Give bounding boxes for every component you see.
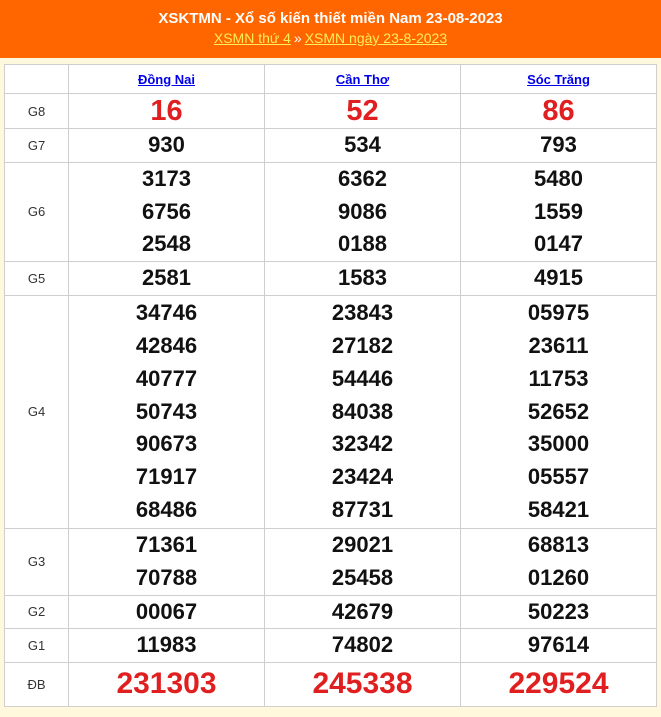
prize-cell: [69, 262, 265, 296]
prize-label: G7: [5, 129, 69, 163]
prize-number: 01260: [527, 564, 590, 590]
prize-number: 25458: [331, 564, 394, 590]
prize-number: 2581: [142, 265, 191, 291]
prize-number: 40777: [135, 365, 198, 391]
prize-label: G8: [5, 94, 69, 129]
prize-row-g4: [5, 295, 657, 528]
prize-cell: [265, 629, 461, 663]
results-container: [0, 58, 661, 717]
prize-number: 54446: [331, 365, 394, 391]
prize-number: 23611: [528, 332, 589, 358]
prize-number: 68813: [527, 531, 590, 557]
prize-number: 74802: [331, 632, 394, 658]
prize-number: 245338: [312, 667, 413, 701]
prize-number: 52: [346, 94, 379, 127]
prize-number: 6756: [142, 198, 191, 224]
prize-row-g2: [5, 595, 657, 629]
prize-number: 23843: [331, 300, 394, 326]
column-header-dong-nai: [69, 65, 265, 94]
page-title: XSKTMN - Xổ số kiến thiết miền Nam 23-08-2023: [158, 10, 503, 27]
prize-label: ĐB: [5, 663, 69, 707]
page-header: [0, 0, 661, 58]
prize-number: 5480: [534, 165, 583, 191]
results-table: [4, 64, 657, 707]
prize-row-g3: [5, 528, 657, 595]
prize-cell: [69, 528, 265, 595]
prize-cell: [265, 162, 461, 261]
prize-number: 05975: [527, 300, 590, 326]
prize-cell: [69, 595, 265, 629]
prize-row-db: [5, 663, 657, 707]
prize-cell: [265, 94, 461, 129]
prize-number: 86: [542, 94, 575, 127]
prize-number: 68486: [135, 496, 198, 522]
column-header-soc-trang: [461, 65, 657, 94]
prize-number: 71361: [135, 531, 198, 557]
prize-number: 42679: [331, 598, 394, 624]
prize-cell: [265, 663, 461, 707]
prize-cell: [461, 629, 657, 663]
prize-row-g7: [5, 129, 657, 163]
prize-number: 87731: [331, 496, 394, 522]
prize-number: 70788: [135, 564, 198, 590]
prize-cell: [69, 94, 265, 129]
prize-cell: [461, 262, 657, 296]
prize-number: 9086: [338, 198, 387, 224]
prize-cell: [265, 528, 461, 595]
prize-number: 231303: [116, 667, 217, 701]
prize-number: 3173: [142, 165, 191, 191]
prize-number: 793: [540, 132, 577, 157]
prize-label: G1: [5, 629, 69, 663]
prize-number: 6362: [338, 165, 387, 191]
prize-number: 35000: [527, 431, 590, 457]
prize-number: 50223: [527, 598, 590, 624]
prize-number: 29021: [331, 531, 394, 557]
prize-cell: [69, 295, 265, 528]
column-header-can-tho: [265, 65, 461, 94]
prize-cell: [69, 663, 265, 707]
prize-cell: [461, 663, 657, 707]
prize-number: 52652: [527, 398, 590, 424]
prize-number: 0147: [534, 231, 583, 257]
prize-number: 84038: [331, 398, 394, 424]
breadcrumb-link-xsmn-ngay[interactable]: XSMN ngày 23-8-2023: [304, 30, 448, 46]
prize-label: G5: [5, 262, 69, 296]
prize-number: 11753: [528, 365, 589, 391]
prize-number: 71917: [135, 464, 198, 490]
province-link-can-tho[interactable]: Cần Thơ: [335, 71, 390, 87]
prize-label: G3: [5, 528, 69, 595]
prize-cell: [265, 595, 461, 629]
prize-label: G6: [5, 162, 69, 261]
prize-number: 23424: [331, 464, 394, 490]
province-link-soc-trang[interactable]: Sóc Trăng: [527, 71, 590, 87]
prize-cell: [69, 129, 265, 163]
prize-row-g1: [5, 629, 657, 663]
table-header-row: [5, 65, 657, 94]
breadcrumb: [0, 29, 661, 47]
prize-cell: [265, 262, 461, 296]
prize-number: 1559: [534, 198, 583, 224]
breadcrumb-link-xsmn-thu-4[interactable]: XSMN thứ 4: [213, 30, 291, 46]
prize-number: 11983: [136, 632, 197, 658]
prize-number: 90673: [135, 431, 198, 457]
prize-number: 34746: [135, 300, 198, 326]
prize-cell: [461, 295, 657, 528]
prize-number: 58421: [527, 496, 590, 522]
prize-cell: [69, 629, 265, 663]
prize-number: 05557: [527, 464, 590, 490]
prize-cell: [461, 528, 657, 595]
prize-number: 4915: [534, 265, 583, 291]
prize-number: 2548: [142, 231, 191, 257]
prize-number: 00067: [135, 598, 198, 624]
prize-number: 27182: [331, 332, 394, 358]
province-link-dong-nai[interactable]: Đồng Nai: [137, 71, 196, 87]
prize-number: 50743: [135, 398, 198, 424]
prize-row-g6: [5, 162, 657, 261]
prize-number: 97614: [527, 632, 590, 658]
prize-row-g5: [5, 262, 657, 296]
prize-number: 229524: [508, 667, 609, 701]
prize-cell: [461, 94, 657, 129]
prize-number: 42846: [135, 332, 198, 358]
prize-number: 16: [150, 94, 183, 127]
prize-cell: [461, 162, 657, 261]
prize-number: 0188: [338, 231, 387, 257]
prize-number: 32342: [331, 431, 394, 457]
prize-label: G4: [5, 295, 69, 528]
prize-number: 930: [148, 132, 185, 157]
prize-cell: [265, 295, 461, 528]
prize-label: G2: [5, 595, 69, 629]
prize-cell: [69, 162, 265, 261]
prize-number: 1583: [338, 265, 387, 291]
prize-cell: [461, 129, 657, 163]
breadcrumb-separator: »: [293, 30, 302, 46]
prize-cell: [265, 129, 461, 163]
prize-row-g8: [5, 94, 657, 129]
prize-cell: [461, 595, 657, 629]
header-corner: [5, 65, 69, 94]
prize-number: 534: [344, 132, 381, 157]
